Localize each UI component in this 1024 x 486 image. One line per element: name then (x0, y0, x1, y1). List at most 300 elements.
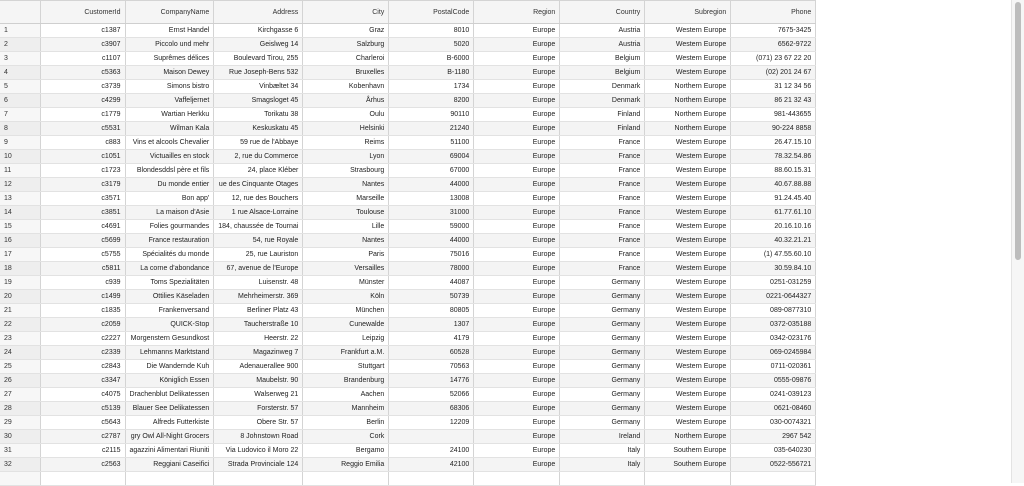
cell-subregion[interactable]: Western Europe (645, 388, 731, 402)
cell-address[interactable]: Magazinweg 7 (214, 346, 303, 360)
cell-subregion[interactable]: Northern Europe (645, 94, 731, 108)
cell-customer-id[interactable]: c5811 (40, 262, 125, 276)
cell-address[interactable]: Via Ludovico il Moro 22 (214, 444, 303, 458)
cell-customer-id[interactable]: c3907 (40, 38, 125, 52)
cell-subregion[interactable]: Southern Europe (645, 458, 731, 472)
cell-region[interactable]: Europe (474, 276, 560, 290)
cell-postal-code[interactable]: 50739 (389, 290, 474, 304)
cell-customer-id[interactable]: c2115 (40, 444, 125, 458)
cell-phone[interactable]: 88.60.15.31 (731, 164, 816, 178)
cell-region[interactable]: Europe (474, 360, 560, 374)
cell-country[interactable]: Germany (560, 360, 645, 374)
cell-city[interactable]: Leipzig (303, 332, 389, 346)
cell-phone[interactable]: 089-0877310 (731, 304, 816, 318)
cell-region[interactable]: Europe (474, 24, 560, 38)
cell-address[interactable]: Maubelstr. 90 (214, 374, 303, 388)
table-row[interactable] (0, 318, 816, 332)
cell-region[interactable]: Europe (474, 248, 560, 262)
cell-company-name[interactable]: Wartian Herkku (125, 108, 214, 122)
cell-phone[interactable]: 0522-556721 (731, 458, 816, 472)
cell-address[interactable]: Obere Str. 57 (214, 416, 303, 430)
cell-customer-id[interactable]: c2563 (40, 458, 125, 472)
cell-address[interactable]: 2, rue du Commerce (214, 150, 303, 164)
cell-row-number[interactable]: 21 (0, 304, 40, 318)
cell-company-name[interactable]: Du monde entier (125, 178, 214, 192)
cell-company-name[interactable]: Spécialités du monde (125, 248, 214, 262)
cell-city[interactable]: Graz (303, 24, 389, 38)
cell-phone[interactable]: 0372-035188 (731, 318, 816, 332)
cell-region[interactable]: Europe (474, 388, 560, 402)
cell-phone[interactable]: (071) 23 67 22 20 (731, 52, 816, 66)
cell-phone[interactable]: 86 21 32 43 (731, 94, 816, 108)
cell-company-name[interactable]: Alfreds Futterkiste (125, 416, 214, 430)
cell-postal-code[interactable]: 70563 (389, 360, 474, 374)
cell-country[interactable]: Finland (560, 122, 645, 136)
cell-city[interactable]: Oulu (303, 108, 389, 122)
cell-subregion[interactable]: Western Europe (645, 136, 731, 150)
cell-company-name[interactable]: Bon app' (125, 192, 214, 206)
cell-company-name[interactable]: Ottilies Käseladen (125, 290, 214, 304)
cell-address[interactable]: Forsterstr. 57 (214, 402, 303, 416)
cell-row-number[interactable]: 31 (0, 444, 40, 458)
cell-row-number[interactable]: 23 (0, 332, 40, 346)
cell-subregion[interactable]: Northern Europe (645, 80, 731, 94)
cell-subregion[interactable]: Western Europe (645, 276, 731, 290)
cell-postal-code[interactable] (389, 472, 474, 486)
cell-region[interactable]: Europe (474, 304, 560, 318)
table-row[interactable] (0, 136, 816, 150)
cell-city[interactable]: Bergamo (303, 444, 389, 458)
cell-postal-code[interactable]: 14776 (389, 374, 474, 388)
cell-phone[interactable]: 0221-0644327 (731, 290, 816, 304)
cell-subregion[interactable]: Western Europe (645, 178, 731, 192)
cell-postal-code[interactable]: 24100 (389, 444, 474, 458)
cell-phone[interactable]: 030-0074321 (731, 416, 816, 430)
vertical-scrollbar[interactable] (1011, 0, 1024, 483)
cell-country[interactable]: Germany (560, 332, 645, 346)
cell-company-name[interactable]: Königlich Essen (125, 374, 214, 388)
cell-row-number[interactable]: 9 (0, 136, 40, 150)
cell-row-number[interactable]: 10 (0, 150, 40, 164)
cell-subregion[interactable]: Southern Europe (645, 444, 731, 458)
cell-postal-code[interactable]: 67000 (389, 164, 474, 178)
cell-city[interactable]: Versailles (303, 262, 389, 276)
column-header-address[interactable]: Address (214, 1, 303, 24)
cell-city[interactable]: Århus (303, 94, 389, 108)
cell-customer-id[interactable]: c1723 (40, 164, 125, 178)
cell-company-name[interactable]: Victuailles en stock (125, 150, 214, 164)
cell-subregion[interactable]: Western Europe (645, 262, 731, 276)
cell-company-name[interactable]: Suprêmes délices (125, 52, 214, 66)
cell-city[interactable]: Helsinki (303, 122, 389, 136)
cell-row-number[interactable]: 15 (0, 220, 40, 234)
cell-company-name[interactable]: QUICK-Stop (125, 318, 214, 332)
table-row[interactable] (0, 360, 816, 374)
cell-country[interactable]: France (560, 178, 645, 192)
cell-subregion[interactable]: Western Europe (645, 206, 731, 220)
cell-country[interactable]: France (560, 206, 645, 220)
cell-city[interactable]: Stuttgart (303, 360, 389, 374)
table-row[interactable] (0, 150, 816, 164)
cell-country[interactable]: Denmark (560, 94, 645, 108)
cell-address[interactable]: 8 Johnstown Road (214, 430, 303, 444)
cell-subregion[interactable]: Western Europe (645, 150, 731, 164)
table-row[interactable] (0, 94, 816, 108)
cell-city[interactable]: Salzburg (303, 38, 389, 52)
cell-postal-code[interactable]: 80805 (389, 304, 474, 318)
cell-region[interactable]: Europe (474, 332, 560, 346)
cell-address[interactable]: Torikatu 38 (214, 108, 303, 122)
cell-region[interactable]: Europe (474, 416, 560, 430)
cell-postal-code[interactable]: 13008 (389, 192, 474, 206)
cell-customer-id[interactable]: c3851 (40, 206, 125, 220)
cell-company-name[interactable]: Vins et alcools Chevalier (125, 136, 214, 150)
cell-postal-code[interactable]: 78000 (389, 262, 474, 276)
cell-customer-id[interactable]: c1387 (40, 24, 125, 38)
cell-subregion[interactable]: Western Europe (645, 248, 731, 262)
cell-company-name[interactable]: Maison Dewey (125, 66, 214, 80)
cell-customer-id[interactable]: c1051 (40, 150, 125, 164)
cell-region[interactable]: Europe (474, 374, 560, 388)
column-header-country[interactable]: Country (560, 1, 645, 24)
cell-country[interactable]: France (560, 234, 645, 248)
column-header-postal-code[interactable]: PostalCode (389, 1, 474, 24)
cell-region[interactable]: Europe (474, 80, 560, 94)
table-row[interactable] (0, 276, 816, 290)
cell-customer-id[interactable]: c4691 (40, 220, 125, 234)
cell-subregion[interactable]: Western Europe (645, 24, 731, 38)
cell-postal-code[interactable]: 8010 (389, 24, 474, 38)
cell-region[interactable]: Europe (474, 136, 560, 150)
cell-subregion[interactable]: Northern Europe (645, 122, 731, 136)
cell-city[interactable]: Toulouse (303, 206, 389, 220)
cell-city[interactable]: Strasbourg (303, 164, 389, 178)
cell-phone[interactable]: 6562-9722 (731, 38, 816, 52)
cell-phone[interactable]: 31 12 34 56 (731, 80, 816, 94)
cell-phone[interactable]: 78.32.54.86 (731, 150, 816, 164)
cell-region[interactable]: Europe (474, 52, 560, 66)
cell-subregion[interactable]: Western Europe (645, 220, 731, 234)
cell-postal-code[interactable]: 51100 (389, 136, 474, 150)
cell-address[interactable]: 25, rue Lauriston (214, 248, 303, 262)
cell-row-number[interactable] (0, 472, 40, 486)
cell-city[interactable]: Kobenhavn (303, 80, 389, 94)
cell-subregion[interactable]: Western Europe (645, 332, 731, 346)
table-row[interactable] (0, 178, 816, 192)
cell-region[interactable]: Europe (474, 150, 560, 164)
table-row[interactable] (0, 430, 816, 444)
cell-postal-code[interactable]: 52066 (389, 388, 474, 402)
cell-row-number[interactable]: 3 (0, 52, 40, 66)
table-row[interactable] (0, 374, 816, 388)
cell-postal-code[interactable]: 1734 (389, 80, 474, 94)
cell-address[interactable]: Luisenstr. 48 (214, 276, 303, 290)
cell-subregion[interactable]: Western Europe (645, 290, 731, 304)
column-header-city[interactable]: City (303, 1, 389, 24)
cell-subregion[interactable]: Western Europe (645, 416, 731, 430)
cell-customer-id[interactable]: c5643 (40, 416, 125, 430)
cell-phone[interactable]: 90-224 8858 (731, 122, 816, 136)
cell-address[interactable]: 54, rue Royale (214, 234, 303, 248)
cell-address[interactable]: Vinbæltet 34 (214, 80, 303, 94)
cell-company-name[interactable]: Die Wandernde Kuh (125, 360, 214, 374)
cell-row-number[interactable]: 17 (0, 248, 40, 262)
cell-country[interactable]: Austria (560, 24, 645, 38)
cell-city[interactable]: Lyon (303, 150, 389, 164)
cell-customer-id[interactable]: c5531 (40, 122, 125, 136)
cell-customer-id[interactable]: c3739 (40, 80, 125, 94)
cell-subregion[interactable]: Western Europe (645, 66, 731, 80)
cell-company-name[interactable]: Ernst Handel (125, 24, 214, 38)
cell-address[interactable]: Adenauerallee 900 (214, 360, 303, 374)
cell-row-number[interactable]: 6 (0, 94, 40, 108)
cell-city[interactable]: Reggio Emilia (303, 458, 389, 472)
cell-country[interactable]: Germany (560, 276, 645, 290)
cell-customer-id[interactable]: c4299 (40, 94, 125, 108)
cell-region[interactable]: Europe (474, 234, 560, 248)
cell-subregion[interactable]: Northern Europe (645, 108, 731, 122)
cell-country[interactable]: Finland (560, 108, 645, 122)
cell-phone[interactable] (731, 472, 816, 486)
cell-customer-id[interactable]: c939 (40, 276, 125, 290)
cell-country[interactable]: Germany (560, 416, 645, 430)
table-row[interactable] (0, 290, 816, 304)
cell-customer-id[interactable]: c3179 (40, 178, 125, 192)
cell-region[interactable]: Europe (474, 206, 560, 220)
cell-region[interactable] (474, 472, 560, 486)
cell-row-number[interactable]: 1 (0, 24, 40, 38)
cell-address[interactable]: Keskuskatu 45 (214, 122, 303, 136)
cell-company-name[interactable]: Blondesddsl père et fils (125, 164, 214, 178)
cell-customer-id[interactable]: c2843 (40, 360, 125, 374)
cell-region[interactable]: Europe (474, 346, 560, 360)
cell-address[interactable]: Taucherstraße 10 (214, 318, 303, 332)
cell-address[interactable]: Smagsloget 45 (214, 94, 303, 108)
cell-region[interactable]: Europe (474, 430, 560, 444)
cell-postal-code[interactable]: 44087 (389, 276, 474, 290)
cell-country[interactable]: France (560, 150, 645, 164)
cell-region[interactable]: Europe (474, 108, 560, 122)
cell-row-number[interactable]: 4 (0, 66, 40, 80)
cell-company-name[interactable]: Drachenblut Delikatessen (125, 388, 214, 402)
cell-postal-code[interactable]: 21240 (389, 122, 474, 136)
cell-address[interactable]: ue des Cinquante Otages (214, 178, 303, 192)
cell-row-number[interactable]: 27 (0, 388, 40, 402)
cell-city[interactable]: Berlin (303, 416, 389, 430)
cell-address[interactable]: Boulevard Tirou, 255 (214, 52, 303, 66)
cell-country[interactable]: Germany (560, 318, 645, 332)
cell-region[interactable]: Europe (474, 192, 560, 206)
cell-subregion[interactable]: Western Europe (645, 318, 731, 332)
cell-city[interactable]: Aachen (303, 388, 389, 402)
cell-region[interactable]: Europe (474, 94, 560, 108)
cell-phone[interactable]: 0621-08460 (731, 402, 816, 416)
cell-region[interactable]: Europe (474, 444, 560, 458)
cell-subregion[interactable]: Western Europe (645, 360, 731, 374)
cell-subregion[interactable]: Western Europe (645, 52, 731, 66)
cell-company-name[interactable]: La corne d'abondance (125, 262, 214, 276)
cell-row-number[interactable]: 29 (0, 416, 40, 430)
column-header-company-name[interactable]: CompanyName (125, 1, 214, 24)
table-row[interactable] (0, 234, 816, 248)
cell-company-name[interactable]: Toms Spezialitäten (125, 276, 214, 290)
cell-subregion[interactable] (645, 472, 731, 486)
cell-company-name[interactable]: France restauration (125, 234, 214, 248)
cell-row-number[interactable]: 32 (0, 458, 40, 472)
cell-company-name[interactable]: agazzini Alimentari Riuniti (125, 444, 214, 458)
cell-country[interactable]: Denmark (560, 80, 645, 94)
table-row[interactable] (0, 472, 816, 486)
cell-city[interactable]: Marseille (303, 192, 389, 206)
cell-company-name[interactable]: Blauer See Delikatessen (125, 402, 214, 416)
table-row[interactable] (0, 402, 816, 416)
cell-customer-id[interactable]: c2339 (40, 346, 125, 360)
cell-country[interactable] (560, 472, 645, 486)
cell-phone[interactable]: 069-0245984 (731, 346, 816, 360)
cell-city[interactable]: Cork (303, 430, 389, 444)
cell-address[interactable]: Kirchgasse 6 (214, 24, 303, 38)
cell-phone[interactable]: 26.47.15.10 (731, 136, 816, 150)
cell-subregion[interactable]: Northern Europe (645, 430, 731, 444)
cell-region[interactable]: Europe (474, 178, 560, 192)
cell-customer-id[interactable]: c2227 (40, 332, 125, 346)
cell-phone[interactable]: 0342-023176 (731, 332, 816, 346)
cell-country[interactable]: France (560, 220, 645, 234)
cell-customer-id[interactable]: c883 (40, 136, 125, 150)
cell-address[interactable]: 184, chaussée de Tournai (214, 220, 303, 234)
cell-row-number[interactable]: 26 (0, 374, 40, 388)
cell-postal-code[interactable]: 12209 (389, 416, 474, 430)
cell-company-name[interactable]: Frankenversand (125, 304, 214, 318)
table-row[interactable] (0, 304, 816, 318)
cell-address[interactable] (214, 472, 303, 486)
cell-postal-code[interactable]: 44000 (389, 234, 474, 248)
cell-postal-code[interactable]: 44000 (389, 178, 474, 192)
cell-city[interactable]: Cunewalde (303, 318, 389, 332)
cell-phone[interactable]: 0555-09876 (731, 374, 816, 388)
cell-address[interactable]: 12, rue des Bouchers (214, 192, 303, 206)
cell-postal-code[interactable]: B-6000 (389, 52, 474, 66)
cell-subregion[interactable]: Western Europe (645, 192, 731, 206)
cell-city[interactable]: Frankfurt a.M. (303, 346, 389, 360)
cell-company-name[interactable]: Wilman Kala (125, 122, 214, 136)
cell-phone[interactable]: 0251-031259 (731, 276, 816, 290)
cell-row-number[interactable]: 19 (0, 276, 40, 290)
cell-phone[interactable]: 2967 542 (731, 430, 816, 444)
cell-customer-id[interactable]: c4075 (40, 388, 125, 402)
cell-region[interactable]: Europe (474, 66, 560, 80)
column-header-row-number[interactable] (0, 1, 40, 24)
cell-customer-id[interactable]: c2059 (40, 318, 125, 332)
cell-phone[interactable]: (02) 201 24 67 (731, 66, 816, 80)
cell-customer-id[interactable]: c5699 (40, 234, 125, 248)
table-row[interactable] (0, 388, 816, 402)
cell-phone[interactable]: 20.16.10.16 (731, 220, 816, 234)
cell-phone[interactable]: 0241-039123 (731, 388, 816, 402)
cell-company-name[interactable]: Morgenstern Gesundkost (125, 332, 214, 346)
cell-phone[interactable]: 30.59.84.10 (731, 262, 816, 276)
table-row[interactable] (0, 458, 816, 472)
cell-postal-code[interactable]: 42100 (389, 458, 474, 472)
cell-row-number[interactable]: 14 (0, 206, 40, 220)
cell-address[interactable]: Mehrheimerstr. 369 (214, 290, 303, 304)
column-header-region[interactable]: Region (474, 1, 560, 24)
cell-phone[interactable]: 035-640230 (731, 444, 816, 458)
cell-city[interactable] (303, 472, 389, 486)
cell-city[interactable]: Nantes (303, 178, 389, 192)
cell-customer-id[interactable]: c5755 (40, 248, 125, 262)
cell-country[interactable]: Italy (560, 458, 645, 472)
table-row[interactable] (0, 66, 816, 80)
table-row[interactable] (0, 24, 816, 38)
cell-region[interactable]: Europe (474, 290, 560, 304)
cell-postal-code[interactable]: 31000 (389, 206, 474, 220)
cell-company-name[interactable]: Lehmanns Marktstand (125, 346, 214, 360)
cell-country[interactable]: France (560, 248, 645, 262)
cell-phone[interactable]: 40.32.21.21 (731, 234, 816, 248)
cell-phone[interactable]: 0711-020361 (731, 360, 816, 374)
cell-customer-id[interactable]: c2787 (40, 430, 125, 444)
cell-company-name[interactable] (125, 472, 214, 486)
cell-customer-id[interactable]: c3571 (40, 192, 125, 206)
table-row[interactable] (0, 444, 816, 458)
cell-address[interactable]: Berliner Platz 43 (214, 304, 303, 318)
table-row[interactable] (0, 108, 816, 122)
column-header-customer-id[interactable]: CustomerId (40, 1, 125, 24)
cell-phone[interactable]: 61.77.61.10 (731, 206, 816, 220)
cell-row-number[interactable]: 13 (0, 192, 40, 206)
cell-country[interactable]: Germany (560, 290, 645, 304)
cell-address[interactable]: Strada Provinciale 124 (214, 458, 303, 472)
cell-region[interactable]: Europe (474, 122, 560, 136)
cell-postal-code[interactable]: 90110 (389, 108, 474, 122)
cell-postal-code[interactable]: 75016 (389, 248, 474, 262)
cell-row-number[interactable]: 5 (0, 80, 40, 94)
cell-country[interactable]: France (560, 136, 645, 150)
cell-row-number[interactable]: 16 (0, 234, 40, 248)
cell-postal-code[interactable]: 4179 (389, 332, 474, 346)
cell-postal-code[interactable]: 60528 (389, 346, 474, 360)
cell-region[interactable]: Europe (474, 262, 560, 276)
cell-address[interactable]: Geislweg 14 (214, 38, 303, 52)
cell-city[interactable]: Bruxelles (303, 66, 389, 80)
cell-country[interactable]: Germany (560, 402, 645, 416)
cell-row-number[interactable]: 25 (0, 360, 40, 374)
table-row[interactable] (0, 164, 816, 178)
cell-subregion[interactable]: Western Europe (645, 304, 731, 318)
cell-subregion[interactable]: Western Europe (645, 374, 731, 388)
cell-address[interactable]: Walserweg 21 (214, 388, 303, 402)
cell-row-number[interactable]: 22 (0, 318, 40, 332)
cell-city[interactable]: Mannheim (303, 402, 389, 416)
cell-subregion[interactable]: Western Europe (645, 346, 731, 360)
cell-region[interactable]: Europe (474, 318, 560, 332)
cell-phone[interactable]: 40.67.88.88 (731, 178, 816, 192)
cell-country[interactable]: France (560, 192, 645, 206)
cell-row-number[interactable]: 18 (0, 262, 40, 276)
cell-phone[interactable]: (1) 47.55.60.10 (731, 248, 816, 262)
cell-phone[interactable]: 91.24.45.40 (731, 192, 816, 206)
cell-company-name[interactable]: Reggiani Caseifici (125, 458, 214, 472)
cell-postal-code[interactable]: 5020 (389, 38, 474, 52)
cell-row-number[interactable]: 24 (0, 346, 40, 360)
cell-city[interactable]: Reims (303, 136, 389, 150)
table-row[interactable] (0, 220, 816, 234)
cell-subregion[interactable]: Western Europe (645, 234, 731, 248)
cell-company-name[interactable]: La maison d'Asie (125, 206, 214, 220)
cell-address[interactable]: 24, place Kléber (214, 164, 303, 178)
cell-subregion[interactable]: Western Europe (645, 38, 731, 52)
